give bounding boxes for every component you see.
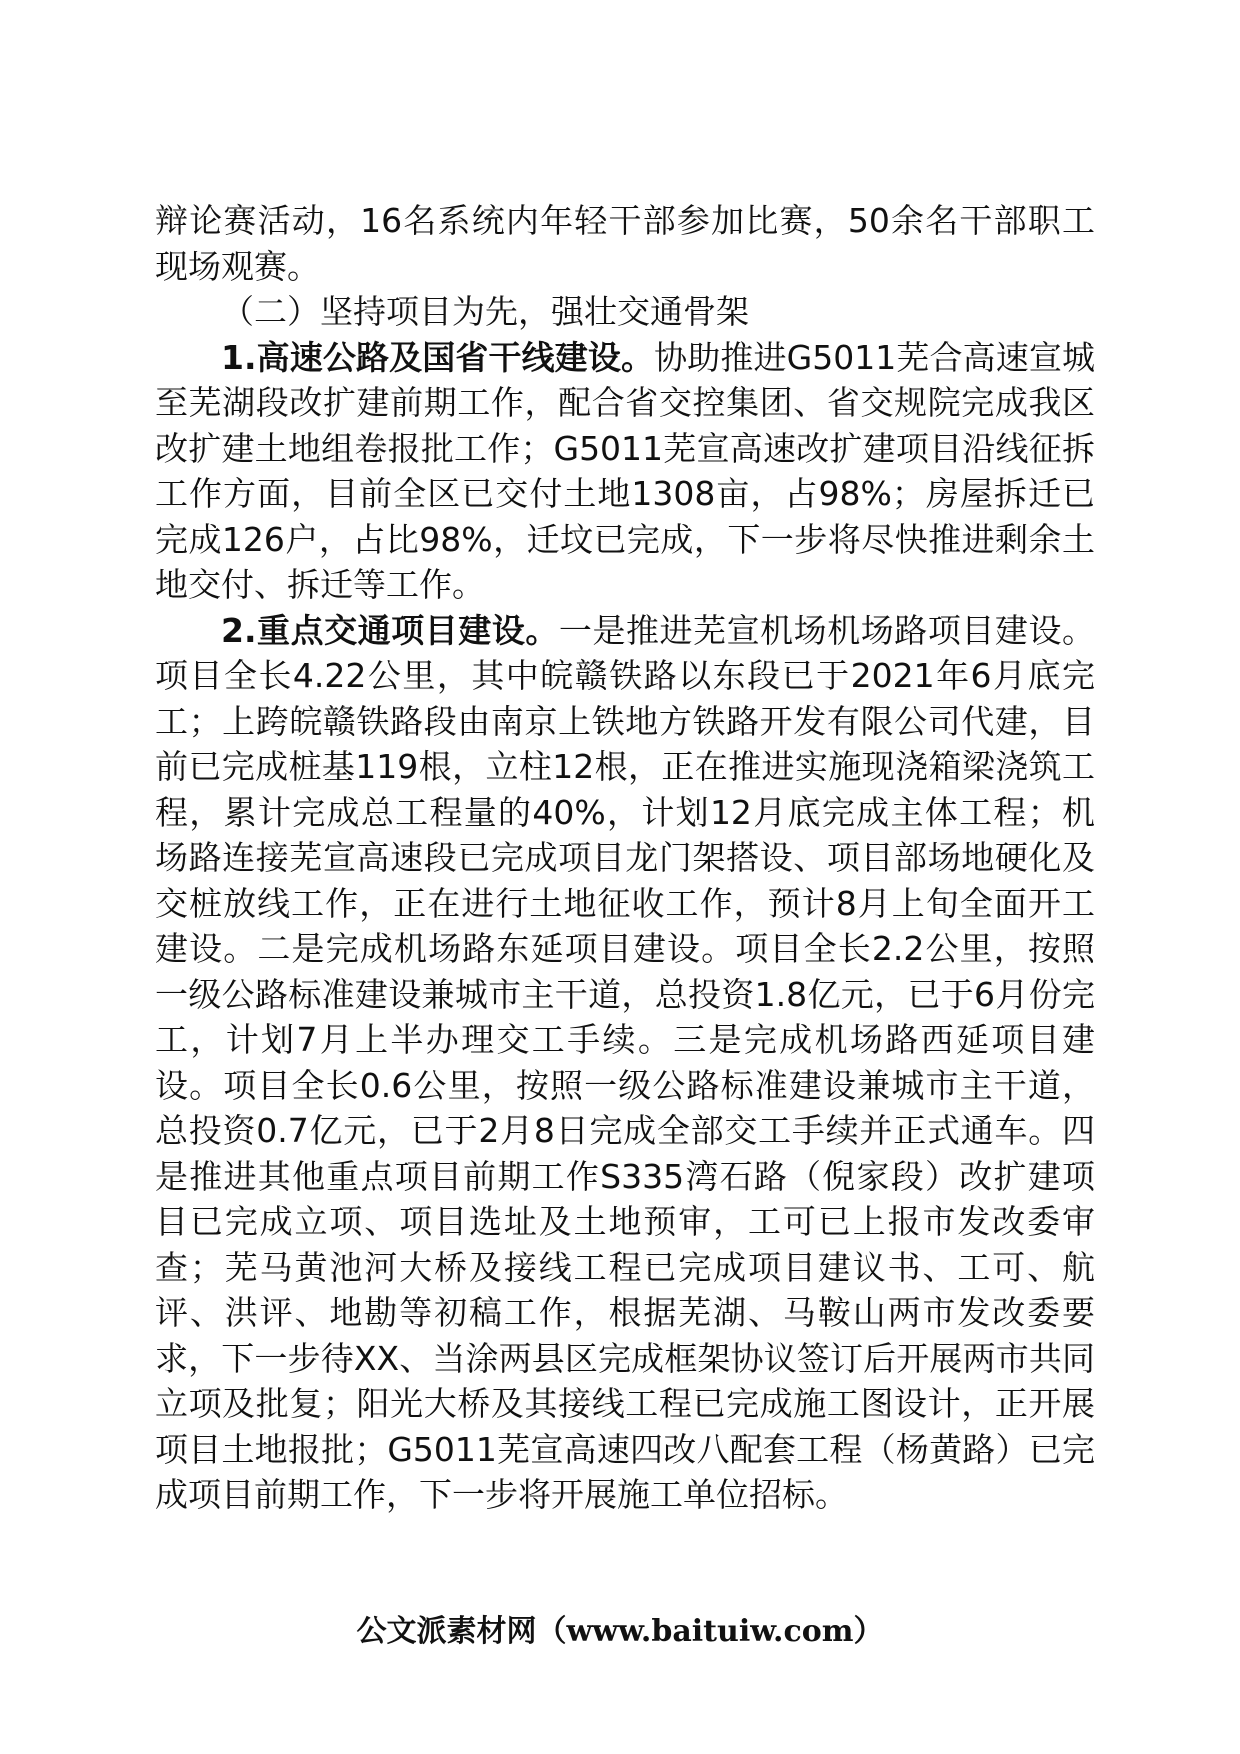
paragraph-continuation: 辩论赛活动，16名系统内年轻干部参加比赛，50余名干部职工现场观赛。	[155, 201, 1095, 286]
footer-watermark: 公文派素材网（www.baituiw.com）	[356, 1614, 884, 1649]
paragraph-key-projects	[155, 608, 1095, 1518]
section-heading: （二）坚持项目为先，强壮交通骨架	[221, 292, 749, 331]
paragraph-text-highway: 协助推进G5011芜合高速宣城至芜湖段改扩建前期工作，配合省交控集团、省交规院完成我区改扩建土地组卷报批工作；G5011芜宣高速改扩建项目沿线征拆工作方面，目前全区已交付土地1308亩，占98%；房屋拆迁已完成126户，占比98%，迁坟已完成，下一步将尽快推进剩余土地交付、拆迁等工作。	[155, 337, 1096, 604]
paragraph-lead-highway: 1.高速公路及国省干线建设。	[221, 337, 655, 377]
paragraph-lead-key-projects: 2.重点交通项目建设。	[221, 610, 559, 650]
paragraph-text-key-projects: 一是推进芜宣机场机场路项目建设。项目全长4.22公里，其中皖赣铁路以东段已于2021年6月底完工；上跨皖赣铁路段由南京上铁地方铁路开发有限公司代建，目前已完成桩基119根，立柱12根，正在推进实施现浇箱梁浇筑工程，累计完成总工程量的40%，计划12月底完成主体工程；机场路连接芜宣高速段已完成项目龙门架搭设、项目部场地硬化及交桩放线工作，正在进行土地征收工作，预计8月上旬全面开工建设。二是完成机场路东延项目建设。项目全长2.2公里，按照一级公路标准建设兼城市主干道，总投资1.8亿元，已于6月份完工，计划7月上半办理交工手续。三是完成机场路西延项目建设。项目全长0.6公里，按照一级公路标准建设兼城市主干道，总投资0.7亿元，已于2月8日完成全部交工手续并正式通车。四是推进其他重点项目前期工作S335湾石路（倪家段）改扩建项目已完成立项、项目选址及土地预审，工可已上报市发改委审查；芜马黄池河大桥及接线工程已完成项目建议书、工可、航评、洪评、地勘等初稿工作，根据芜湖、马鞍山两市发改委要求，下一步待XX、当涂两县区完成框架协议签订后开展两市共同立项及批复；阳光大桥及其接线工程已完成施工图设计，正开展项目土地报批；G5011芜宣高速四改八配套工程（杨黄路）已完成项目前期工作，下一步将开展施工单位招标。	[155, 610, 1096, 1514]
paragraph-highway	[155, 335, 1095, 608]
document-body	[155, 198, 1095, 1518]
